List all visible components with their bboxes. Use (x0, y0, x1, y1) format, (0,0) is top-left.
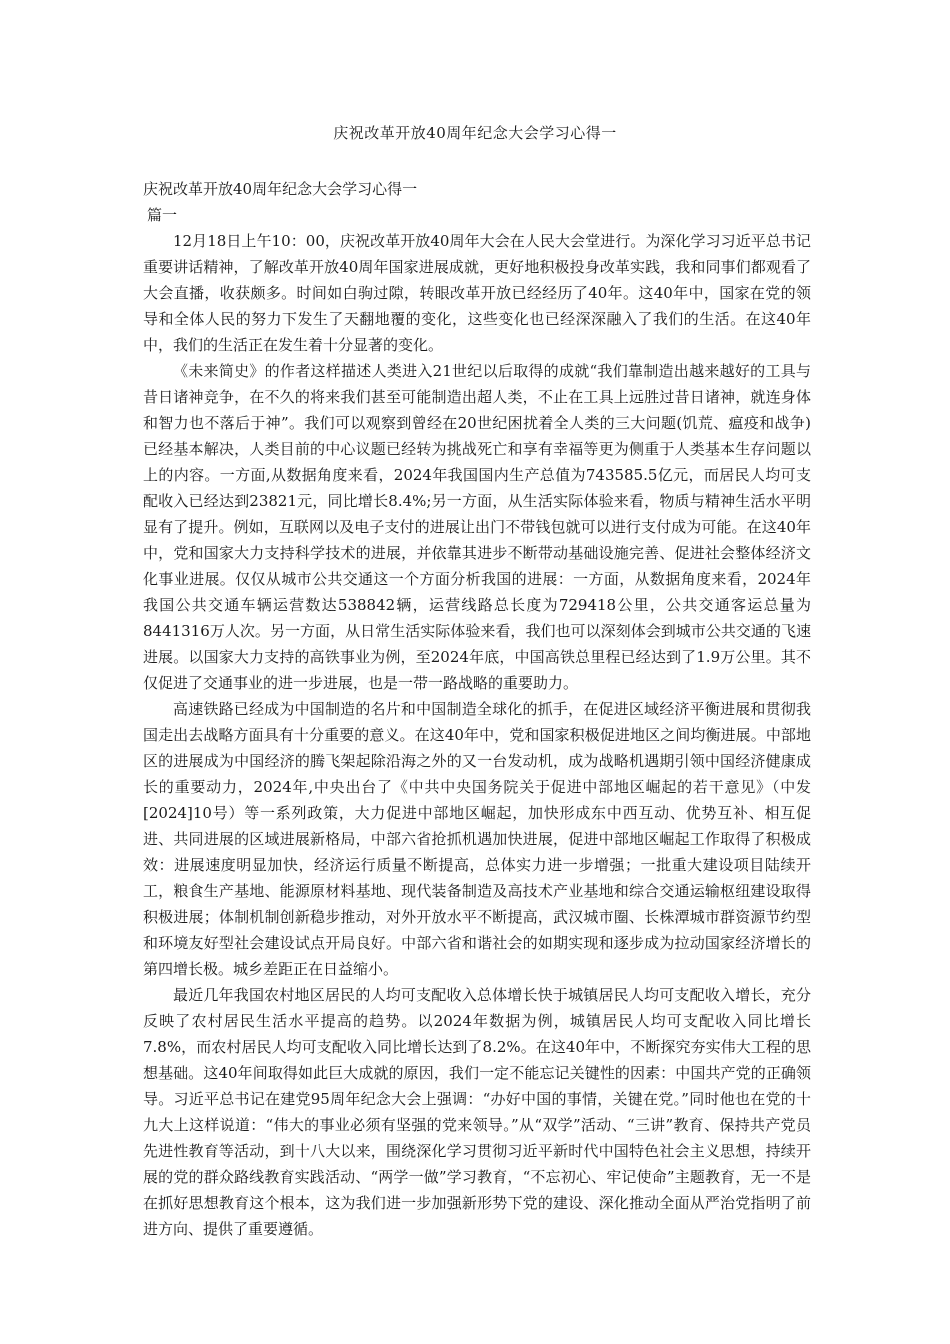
body-paragraph: 最近几年我国农村地区居民的人均可支配收入总体增长快于城镇居民人均可支配收入增长，充分反映了农村居民生活水平提高的趋势。以2024年数据为例，城镇居民人均可支配收入同比增长7.8%，而农村居民人均可支配收入同比增长达到了8.2%。在这40年中，不断探究夯实伟大工程的思想基础。这40年间取得如此巨大成就的原因，我们一定不能忘记关键性的因素：中国共产党的正确领导。习近平总书记在建党95周年纪念大会上强调：“办好中国的事情，关键在党。”同时他也在党的十九大上这样说道：“伟大的事业必须有坚强的党来领导。”从“双学”活动、“三讲”教育、保持共产党员先进性教育等活动，到十八大以来，围绕深化学习贯彻习近平新时代中国特色社会主义思想，持续开展的党的群众路线教育实践活动、“两学一做”学习教育，“不忘初心、牢记使命”主题教育，无一不是在抓好思想教育这个根本，这为我们进一步加强新形势下党的建设、深化推动全面从严治党指明了前进方向、提供了重要遵循。 (143, 986, 811, 1238)
body-paragraph: 《未来简史》的作者这样描述人类进入21世纪以后取得的成就“我们靠制造出越来越好的工具与昔日诸神竞争，在不久的将来我们甚至可能制造出超人类，不止在工具上远胜过昔日诸神，就连身体和智力也不落后于神”。我们可以观察到曾经在20世纪困扰着全人类的三大问题(饥荒、瘟疫和战争)已经基本解决，人类目前的中心议题已经转为挑战死亡和享有幸福等更为侧重于人类基本生存问题以上的内容。一方面,从数据角度来看，2024年我国国内生产总值为743585.5亿元，而居民人均可支配收入已经达到23821元，同比增长8.4%;另一方面，从生活实际体验来看，物质与精神生活水平明显有了提升。例如，互联网以及电子支付的进展让出门不带钱包就可以进行支付成为可能。在这40年中，党和国家大力支持科学技术的进展，并依靠其进步不断带动基础设施完善、促进社会整体经济文化事业进展。仅仅从城市公共交通这一个方面分析我国的进展：一方面，从数据角度来看，2024年我国公共交通车辆运营数达538842辆，运营线路总长度为729418公里，公共交通客运总量为8441316万人次。另一方面，从日常生活实际体验来看，我们也可以深刻体会到城市公共交通的飞速进展。以国家大力支持的高铁事业为例，至2024年底，中国高铁总里程已经达到了1.9万公里。其不仅促进了交通事业的进一步进展，也是一带一路战略的重要助力。 (143, 362, 811, 692)
body-paragraph: 高速铁路已经成为中国制造的名片和中国制造全球化的抓手，在促进区域经济平衡进展和贯彻我国走出去战略方面具有十分重要的意义。在这40年中，党和国家积极促进地区之间均衡进展。中部地区的进展成为中国经济的腾飞架起除沿海之外的又一台发动机，成为战略机遇期引领中国经济健康成长的重要动力，2024年,中央出台了《中共中央国务院关于促进中部地区崛起的若干意见》（中发[2024]10号）等一系列政策，大力促进中部地区崛起，加快形成东中西互动、优势互补、相互促进、共同进展的区域进展新格局，中部六省抢抓机遇加快进展，促进中部地区崛起工作取得了积极成效：进展速度明显加快，经济运行质量不断提高，总体实力进一步增强；一批重大建设项目陆续开工，粮食生产基地、能源原材料基地、现代装备制造及高技术产业基地和综合交通运输枢纽建设取得积极进展；体制机制创新稳步推动，对外开放水平不断提高，武汉城市圈、长株潭城市群资源节约型和环境友好型社会建设试点开局良好。中部六省和谐社会的如期实现和逐步成为拉动国家经济增长的第四增长极。城乡差距正在日益缩小。 (143, 700, 811, 978)
body-paragraph: 12月18日上午10：00，庆祝改革开放40周年大会在人民大会堂进行。为深化学习习近平总书记重要讲话精神，了解改革开放40周年国家进展成就，更好地积极投身改革实践，我和同事们都观看了大会直播，收获颇多。时间如白驹过隙，转眼改革开放已经经历了40年。这40年中，国家在党的领导和全体人民的努力下发生了天翻地覆的变化，这些变化也已经深深融入了我们的生活。在这40年中，我们的生活正在发生着十分显著的变化。 (143, 232, 811, 354)
document-title: 庆祝改革开放40周年纪念大会学习心得一 (333, 124, 617, 142)
section-label: 篇一 (147, 206, 178, 224)
document-body (143, 176, 811, 1242)
document-subtitle: 庆祝改革开放40周年纪念大会学习心得一 (143, 180, 418, 198)
